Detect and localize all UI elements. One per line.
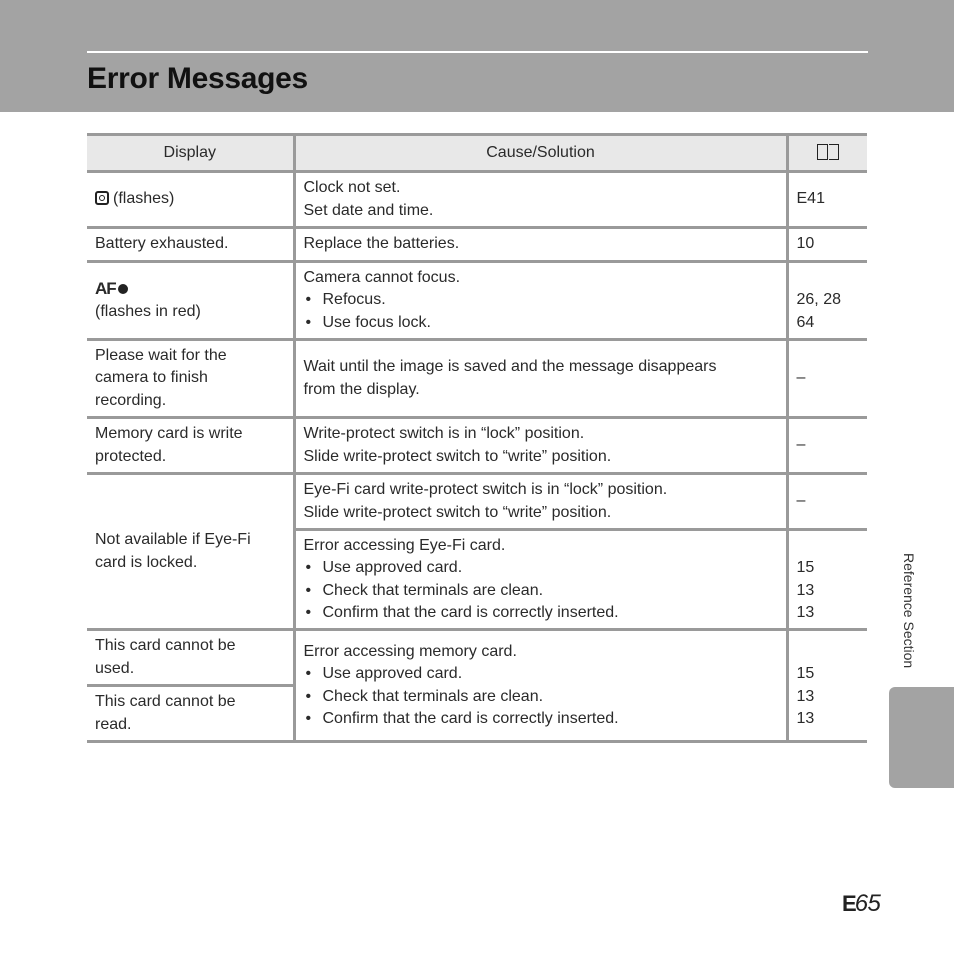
cause-cell xyxy=(294,172,787,228)
cause-line: Slide write-protect switch to “write” position. xyxy=(303,503,612,521)
display-text: used. xyxy=(95,659,135,677)
table-row xyxy=(87,262,867,340)
cause-cell xyxy=(294,630,787,742)
focus-dot-icon xyxy=(118,284,128,294)
display-cell xyxy=(87,474,294,630)
reference-text: 15 xyxy=(796,559,815,576)
display-text: protected. xyxy=(95,447,167,465)
list-item: • Use approved card. xyxy=(304,557,778,580)
display-text: Not available if Eye-Fi xyxy=(95,531,251,548)
af-indicator-icon: AF xyxy=(95,278,116,298)
cause-intro: Error accessing memory card. xyxy=(303,642,517,660)
display-cell xyxy=(87,686,294,742)
cause-line: from the display. xyxy=(303,380,420,398)
cause-bullet-list xyxy=(304,289,778,334)
display-text: This card cannot be xyxy=(95,637,236,654)
cause-cell xyxy=(294,340,787,418)
cause-line: Clock not set. xyxy=(303,179,401,196)
page-number xyxy=(842,890,880,918)
cause-line: Slide write-protect switch to “write” position. xyxy=(303,447,612,465)
display-text: Memory card is write xyxy=(95,425,243,442)
reference-section-e-icon: E xyxy=(842,891,855,916)
reference-cell xyxy=(787,418,867,474)
display-cell xyxy=(87,172,294,228)
cause-cell xyxy=(294,262,787,340)
reference-text: 10 xyxy=(796,235,815,253)
display-text: (flashes in red) xyxy=(95,303,201,320)
display-cell xyxy=(87,262,294,340)
display-text: Battery exhausted. xyxy=(95,235,229,253)
display-cell xyxy=(87,228,294,262)
cause-bullet-list xyxy=(304,557,778,625)
display-text: recording. xyxy=(95,391,167,409)
header-rule xyxy=(87,51,868,53)
reference-text: E41 xyxy=(796,190,825,208)
table-row xyxy=(87,630,867,686)
section-tab xyxy=(889,687,954,788)
table-row xyxy=(87,418,867,474)
list-item: • Use approved card. xyxy=(304,663,778,686)
clock-icon xyxy=(95,191,109,205)
table-header-row xyxy=(87,135,867,172)
header-cause-solution: Cause/Solution xyxy=(294,135,787,172)
cause-line: Write-protect switch is in “lock” position. xyxy=(303,425,585,442)
book-icon xyxy=(817,144,839,160)
reference-text: – xyxy=(796,369,806,387)
reference-text: – xyxy=(796,492,806,510)
reference-text: 13 xyxy=(796,581,815,599)
page-number-text: 65 xyxy=(854,890,881,917)
display-text: Please wait for the xyxy=(95,346,227,364)
table-row xyxy=(87,228,867,262)
table-row xyxy=(87,172,867,228)
table-row xyxy=(87,474,867,530)
cause-cell xyxy=(294,228,787,262)
table-row xyxy=(87,340,867,418)
reference-text: 13 xyxy=(796,710,815,727)
reference-text: 13 xyxy=(796,604,815,621)
display-text: card is locked. xyxy=(95,553,198,571)
list-item: • Check that terminals are clean. xyxy=(304,686,778,709)
list-item: • Check that terminals are clean. xyxy=(304,580,778,603)
reference-text: 64 xyxy=(796,313,815,331)
cause-bullet-list xyxy=(304,663,778,731)
display-cell xyxy=(87,418,294,474)
cause-intro: Camera cannot focus. xyxy=(303,268,461,286)
cause-line: Eye-Fi card write-protect switch is in “lock” position. xyxy=(303,481,668,498)
cause-intro: Error accessing Eye-Fi card. xyxy=(303,536,506,554)
reference-cell xyxy=(787,530,867,630)
cause-line: Replace the batteries. xyxy=(303,235,460,253)
reference-text: – xyxy=(796,436,806,454)
reference-text: 15 xyxy=(796,665,815,682)
cause-line: Wait until the image is saved and the message disappears xyxy=(303,358,717,375)
reference-text: 13 xyxy=(796,687,815,705)
list-item: • Confirm that the card is correctly inserted. xyxy=(304,602,778,625)
list-item: • Refocus. xyxy=(304,289,778,312)
reference-text: 26, 28 xyxy=(796,291,841,309)
cause-cell xyxy=(294,474,787,530)
reference-cell xyxy=(787,262,867,340)
section-tab-label: Reference Section xyxy=(901,553,917,669)
reference-cell xyxy=(787,474,867,530)
cause-cell xyxy=(294,530,787,630)
display-text: This card cannot be xyxy=(95,693,236,710)
display-text: read. xyxy=(95,715,132,733)
header-reference xyxy=(787,135,867,172)
reference-cell xyxy=(787,228,867,262)
display-cell xyxy=(87,340,294,418)
reference-cell xyxy=(787,340,867,418)
page-title: Error Messages xyxy=(87,62,308,95)
error-messages-table xyxy=(87,133,867,743)
reference-cell xyxy=(787,172,867,228)
display-text: camera to finish xyxy=(95,369,208,387)
reference-cell xyxy=(787,630,867,742)
display-cell xyxy=(87,630,294,686)
list-item: • Confirm that the card is correctly inserted. xyxy=(304,708,778,731)
list-item: • Use focus lock. xyxy=(304,312,778,335)
cause-line: Set date and time. xyxy=(303,201,434,219)
header-display: Display xyxy=(87,135,294,172)
cause-cell xyxy=(294,418,787,474)
display-text: (flashes) xyxy=(113,190,175,208)
